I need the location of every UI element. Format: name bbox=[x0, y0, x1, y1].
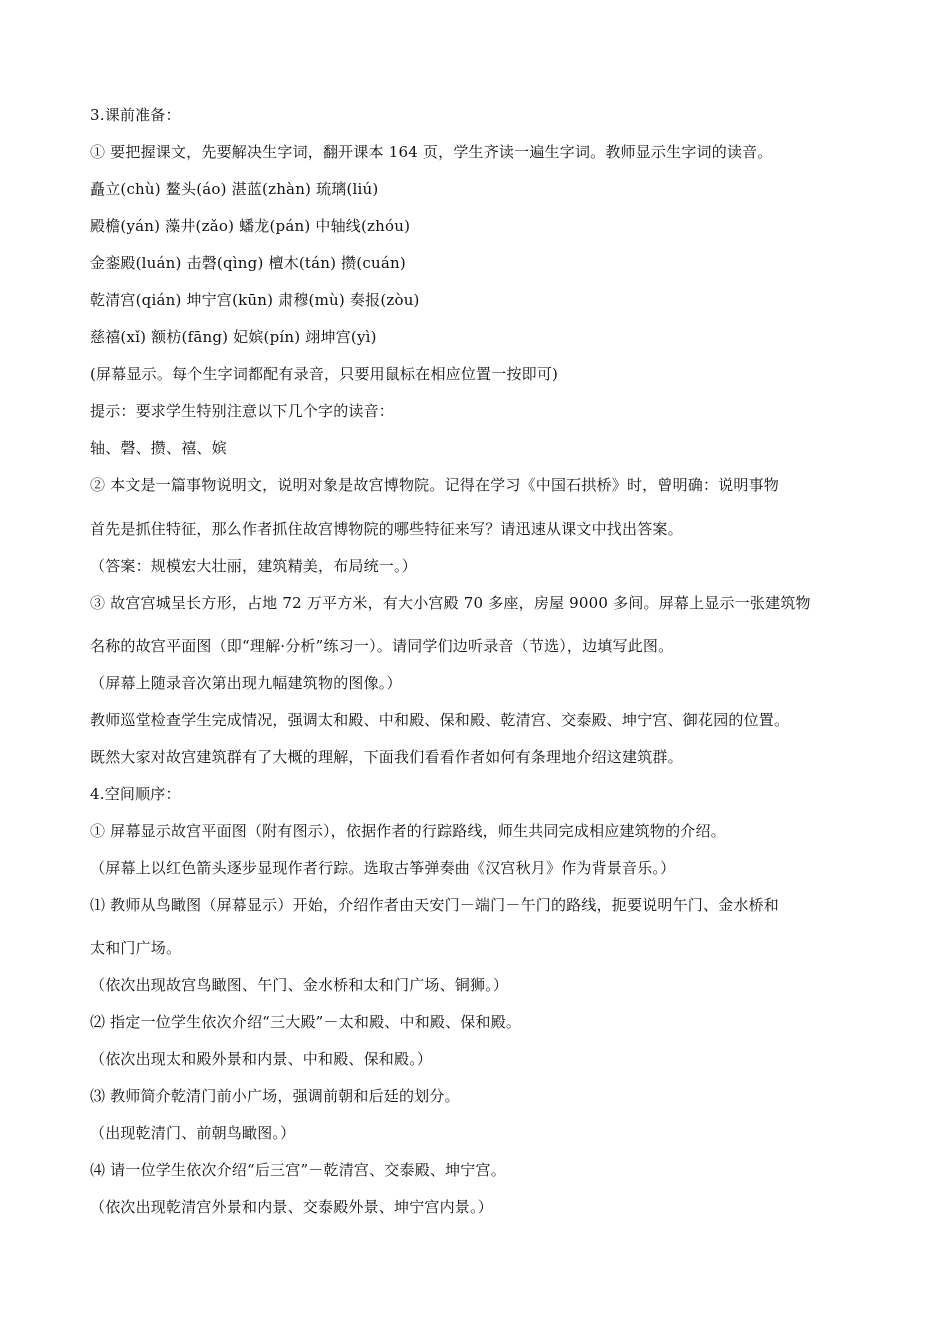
vocab-line-2: 殿檐(yán) 藻井(zǎo) 蟠龙(pán) 中轴线(zhóu) bbox=[90, 217, 411, 235]
step-1: ⑴ 教师从鸟瞰图（屏幕显示）开始，介绍作者由天安门－端门－午门的路线，扼要说明午门、金水桥和 bbox=[90, 896, 779, 914]
spatial-item-1: ① 屏幕显示故宫平面图（附有图示），依据作者的行踪路线，师生共同完成相应建筑物的介绍。 bbox=[90, 822, 726, 840]
step-2: ⑵ 指定一位学生依次介绍“三大殿”－太和殿、中和殿、保和殿。 bbox=[90, 1013, 522, 1031]
vocab-line-3: 金銮殿(luán) 击磬(qìng) 檀木(tán) 攒(cuán) bbox=[90, 254, 406, 272]
section-heading-spatial-order: 4.空间顺序： bbox=[90, 785, 181, 803]
transition-line: 既然大家对故宫建筑群有了大概的理解，下面我们看看作者如何有条理地介绍这建筑群。 bbox=[90, 748, 683, 766]
tip-characters: 轴、磬、攒、禧、嫔 bbox=[90, 439, 227, 457]
tip-line: 提示：要求学生特别注意以下几个字的读音： bbox=[90, 402, 395, 420]
paragraph-2-cont: 首先是抓住特征，那么作者抓住故宫博物院的哪些特征来写？请迅速从课文中找出答案。 bbox=[90, 520, 683, 538]
paragraph-1: ① 要把握课文，先要解决生字词，翻开课本 164 页，学生齐读一遍生字词。教师显示生字词的读音。 bbox=[90, 143, 773, 161]
step-3-note: （出现乾清门、前朝鸟瞰图。） bbox=[90, 1124, 296, 1142]
section-heading-preparation: 3.课前准备： bbox=[90, 106, 181, 124]
answer-line: （答案：规模宏大壮丽，建筑精美，布局统一。） bbox=[90, 557, 417, 575]
screen-note-2: （屏幕上随录音次第出现九幅建筑物的图像。） bbox=[90, 674, 402, 692]
step-4-note: （依次出现乾清宫外景和内景、交泰殿外景、坤宁宫内景。） bbox=[90, 1198, 493, 1216]
teacher-check-line: 教师巡堂检查学生完成情况，强调太和殿、中和殿、保和殿、乾清宫、交泰殿、坤宁宫、御花园的位置。 bbox=[90, 711, 790, 729]
paragraph-2: ② 本文是一篇事物说明文，说明对象是故宫博物院。记得在学习《中国石拱桥》时，曾明确：说明事物 bbox=[90, 476, 779, 494]
vocab-line-5: 慈禧(xǐ) 额枋(fāng) 妃嫔(pín) 翊坤宫(yì) bbox=[90, 328, 377, 346]
screen-note-3: （屏幕上以红色箭头逐步显现作者行踪。选取古筝弹奏曲《汉宫秋月》作为背景音乐。） bbox=[90, 859, 676, 877]
step-3: ⑶ 教师简介乾清门前小广场，强调前朝和后廷的划分。 bbox=[90, 1087, 460, 1105]
step-1-cont: 太和门广场。 bbox=[90, 939, 182, 957]
step-1-note: （依次出现故宫鸟瞰图、午门、金水桥和太和门广场、铜狮。） bbox=[90, 976, 509, 994]
step-4: ⑷ 请一位学生依次介绍“后三宫”－乾清宫、交泰殿、坤宁宫。 bbox=[90, 1161, 506, 1179]
vocab-line-4: 乾清宫(qián) 坤宁宫(kūn) 肃穆(mù) 奏报(zòu) bbox=[90, 291, 420, 309]
screen-note: (屏幕显示。每个生字词都配有录音，只要用鼠标在相应位置一按即可) bbox=[90, 365, 559, 383]
paragraph-3: ③ 故宫宫城呈长方形，占地 72 万平方米，有大小宫殿 70 多座，房屋 9000 多间。屏幕上显示一张建筑物 bbox=[90, 594, 811, 612]
paragraph-3-cont: 名称的故宫平面图（即“理解·分析”练习一）。请同学们边听录音（节选），边填写此图。 bbox=[90, 637, 674, 655]
vocab-line-1: 矗立(chù) 鳌头(áo) 湛蓝(zhàn) 琉璃(liú) bbox=[90, 180, 379, 198]
step-2-note: （依次出现太和殿外景和内景、中和殿、保和殿。） bbox=[90, 1050, 433, 1068]
